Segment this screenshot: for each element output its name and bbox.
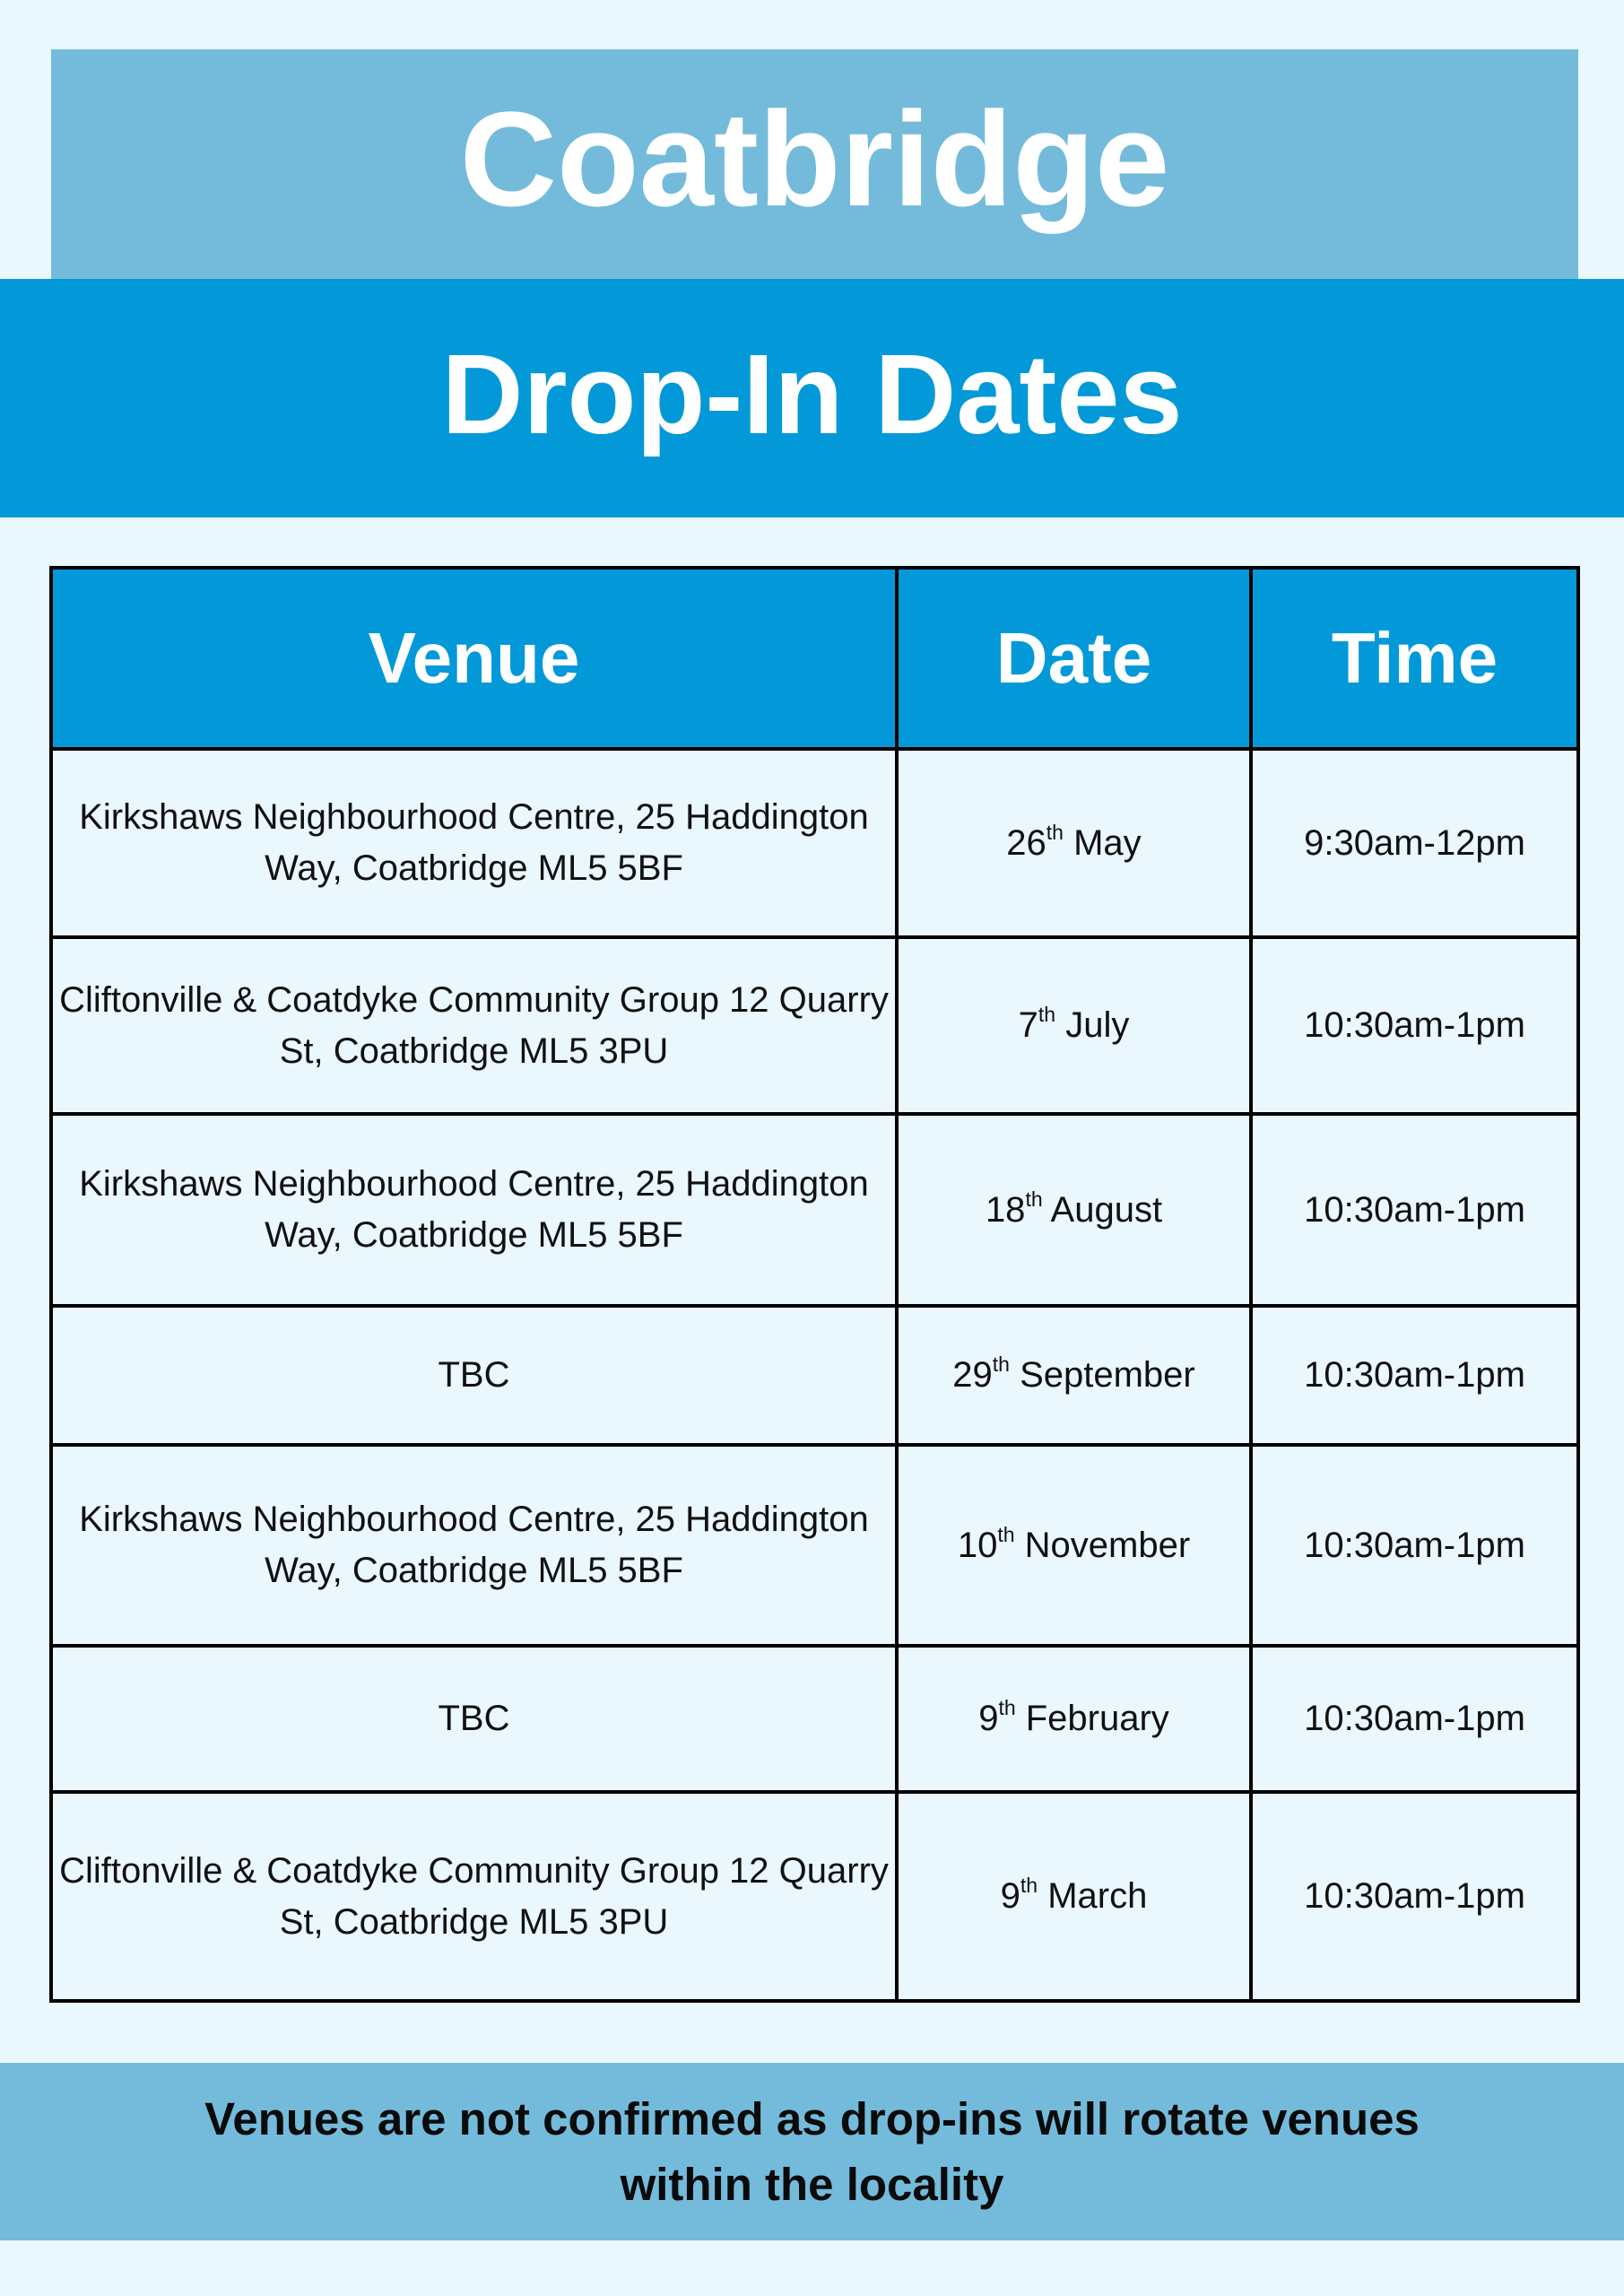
date-ordinal-suffix: th: [1025, 1187, 1043, 1211]
date-cell: [897, 749, 1251, 937]
column-header-date: Date: [897, 568, 1251, 749]
date-month: November: [1024, 1525, 1191, 1565]
table-row: [51, 1114, 1578, 1306]
venue-cell: Kirkshaws Neighbourhood Centre, 25 Haddington Way, Coatbridge ML5 5BF: [51, 749, 897, 937]
table-row: [51, 749, 1578, 937]
date-ordinal-suffix: th: [992, 1352, 1010, 1376]
date-day: 9: [978, 1699, 999, 1738]
footer-note: Venues are not confirmed as drop-ins will rotate venues within the locality: [204, 2093, 1420, 2210]
time-cell: 10:30am-1pm: [1251, 937, 1578, 1114]
column-header-time: Time: [1251, 568, 1578, 749]
date-cell: [897, 937, 1251, 1114]
title-banner: [51, 49, 1578, 279]
column-header-venue: Venue: [51, 568, 897, 749]
date-cell: [897, 1792, 1251, 2001]
date-ordinal-suffix: th: [997, 1522, 1015, 1546]
date-day: 29: [952, 1355, 993, 1395]
time-cell: 10:30am-1pm: [1251, 1306, 1578, 1445]
table-row: [51, 1306, 1578, 1445]
page-title: Coatbridge: [459, 83, 1170, 234]
venue-cell: Kirkshaws Neighbourhood Centre, 25 Haddington Way, Coatbridge ML5 5BF: [51, 1114, 897, 1306]
page-subtitle: Drop-In Dates: [441, 331, 1183, 457]
date-cell: [897, 1114, 1251, 1306]
venue-cell: Cliftonville & Coatdyke Community Group 12 Quarry St, Coatbridge ML5 3PU: [51, 937, 897, 1114]
time-cell: 9:30am-12pm: [1251, 749, 1578, 937]
time-cell: 10:30am-1pm: [1251, 1445, 1578, 1646]
date-month: February: [1025, 1699, 1169, 1738]
venue-cell: Kirkshaws Neighbourhood Centre, 25 Haddington Way, Coatbridge ML5 5BF: [51, 1445, 897, 1646]
date-ordinal-suffix: th: [1020, 1874, 1038, 1897]
date-month: September: [1020, 1355, 1195, 1395]
date-cell: [897, 1445, 1251, 1646]
time-cell: 10:30am-1pm: [1251, 1646, 1578, 1792]
date-ordinal-suffix: th: [998, 1696, 1016, 1719]
table-row: [51, 1445, 1578, 1646]
venue-cell: TBC: [51, 1306, 897, 1445]
date-day: 9: [1000, 1876, 1020, 1916]
date-day: 10: [957, 1525, 998, 1565]
table-row: [51, 1792, 1578, 2001]
date-cell: [897, 1306, 1251, 1445]
table-row: [51, 937, 1578, 1114]
date-day: 26: [1006, 822, 1046, 863]
venue-cell: Cliftonville & Coatdyke Community Group 12 Quarry St, Coatbridge ML5 3PU: [51, 1792, 897, 2001]
time-cell: 10:30am-1pm: [1251, 1792, 1578, 2001]
date-ordinal-suffix: th: [1046, 820, 1064, 844]
table-row: [51, 1646, 1578, 1792]
date-day: 7: [1018, 1005, 1038, 1045]
date-month: August: [1050, 1189, 1163, 1230]
footer-banner: [0, 2063, 1624, 2240]
date-cell: [897, 1646, 1251, 1792]
table-header-row: [51, 568, 1578, 749]
subtitle-banner: [0, 279, 1624, 517]
date-month: March: [1047, 1876, 1148, 1916]
time-cell: 10:30am-1pm: [1251, 1114, 1578, 1306]
date-month: May: [1073, 822, 1142, 863]
drop-in-schedule-table: [49, 566, 1580, 2003]
date-month: July: [1065, 1005, 1130, 1045]
date-ordinal-suffix: th: [1038, 1003, 1056, 1026]
date-day: 18: [985, 1189, 1026, 1230]
venue-cell: TBC: [51, 1646, 897, 1792]
